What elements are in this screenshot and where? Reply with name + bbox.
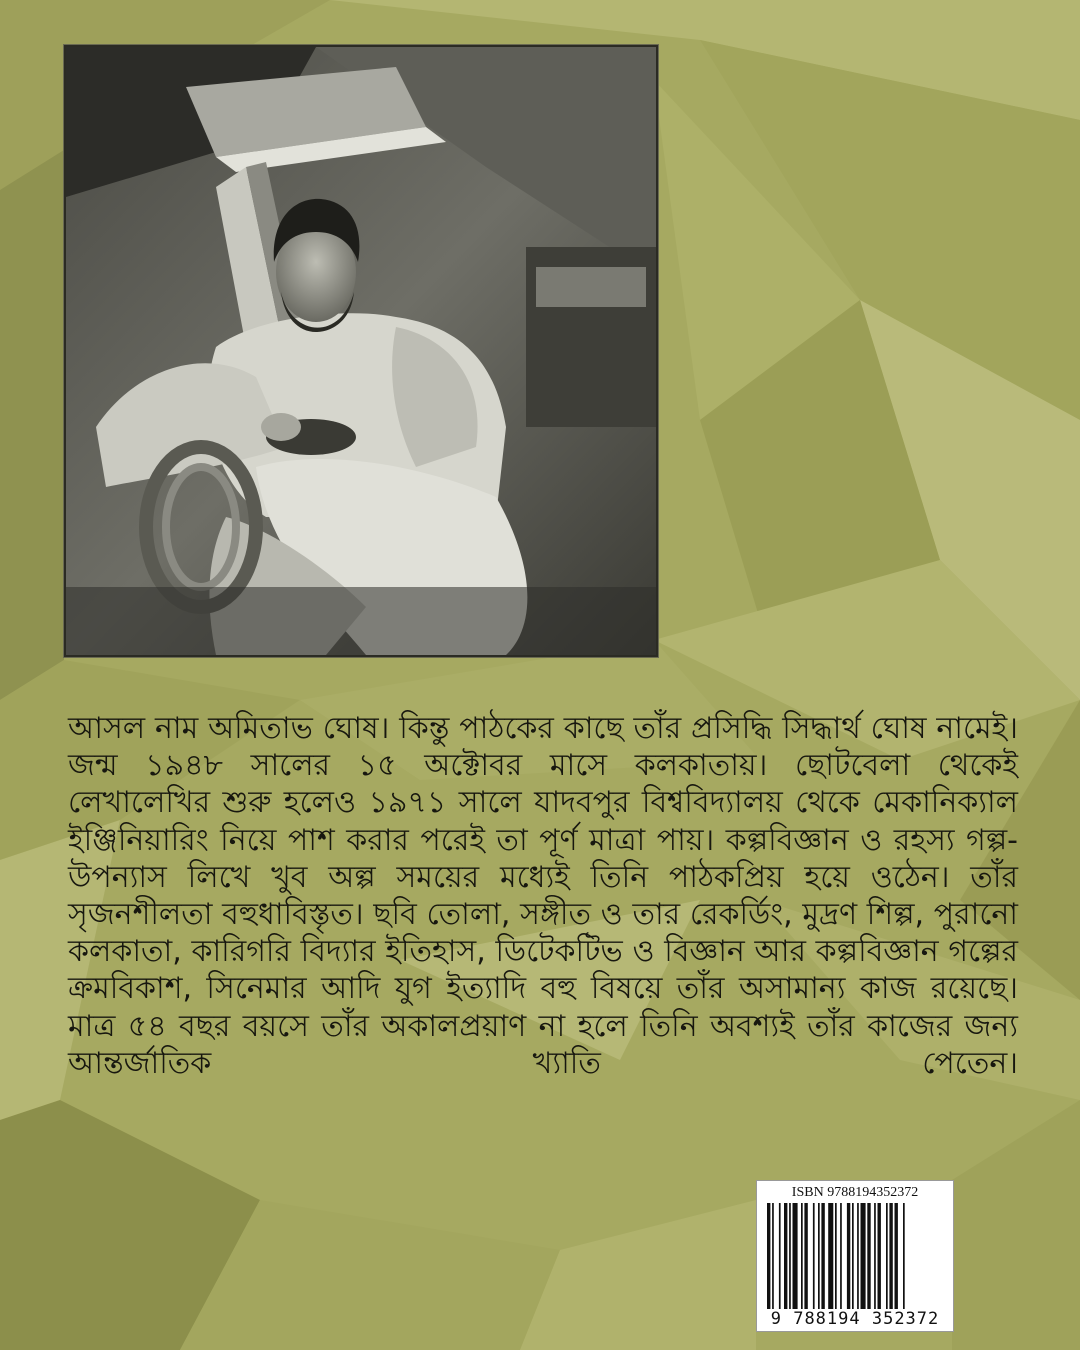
author-biography: আসল নাম অমিতাভ ঘোষ। কিন্তু পাঠকের কাছে তাঁর প্রসিদ্ধি সিদ্ধার্থ ঘোষ নামেই। জন্ম ১৯৪৮ সালের ১৫ অক্টোবর মাসে কলকাতায়। ছোটবেলা থেকেই লেখালেখির শুরু হলেও ১৯৭১ সালে যাদবপুর বিশ্ববিদ্যালয় থেকে মেকানিক্যাল ইঞ্জিনিয়ারিং নিয়ে পাশ করার পরেই তা পূর্ণ মাত্রা পায়। কল্পবিজ্ঞান ও রহস্য গল্প-উপন্যাস লিখে খুব অল্প সময়ের মধ্যেই তিনি পাঠকপ্রিয় হয়ে ওঠেন। তাঁর সৃজনশীলতা বহুধাবিস্তৃত। ছবি তোলা, সঙ্গীত ও তার রেকর্ডিং, মুদ্রণ শিল্প, পুরানো কলকাতা, কারিগরি বিদ্যার ইতিহাস, ডিটেকটিভ ও বিজ্ঞান আর কল্পবিজ্ঞান গল্পের ক্রমবিকাশ, সিনেমার আদি যুগ ইত্যাদি বহু বিষয়ে তাঁর অসামান্য কাজ রয়েছে। মাত্র ৫৪ বছর বয়সে তাঁর অকালপ্রয়াণ না হলে তিনি অবশ্যই তাঁর কাজের জন্য আন্তর্জাতিক খ্যাতি পেতেন।: [68, 711, 1018, 1081]
isbn-barcode: [756, 1180, 954, 1332]
author-portrait-photo: [66, 47, 656, 655]
isbn-digits: 9 788194 352372: [757, 1309, 953, 1329]
isbn-label: ISBN 9788194352372: [791, 1185, 919, 1200]
author-photo: [64, 45, 658, 657]
barcode-bars: [767, 1203, 943, 1309]
